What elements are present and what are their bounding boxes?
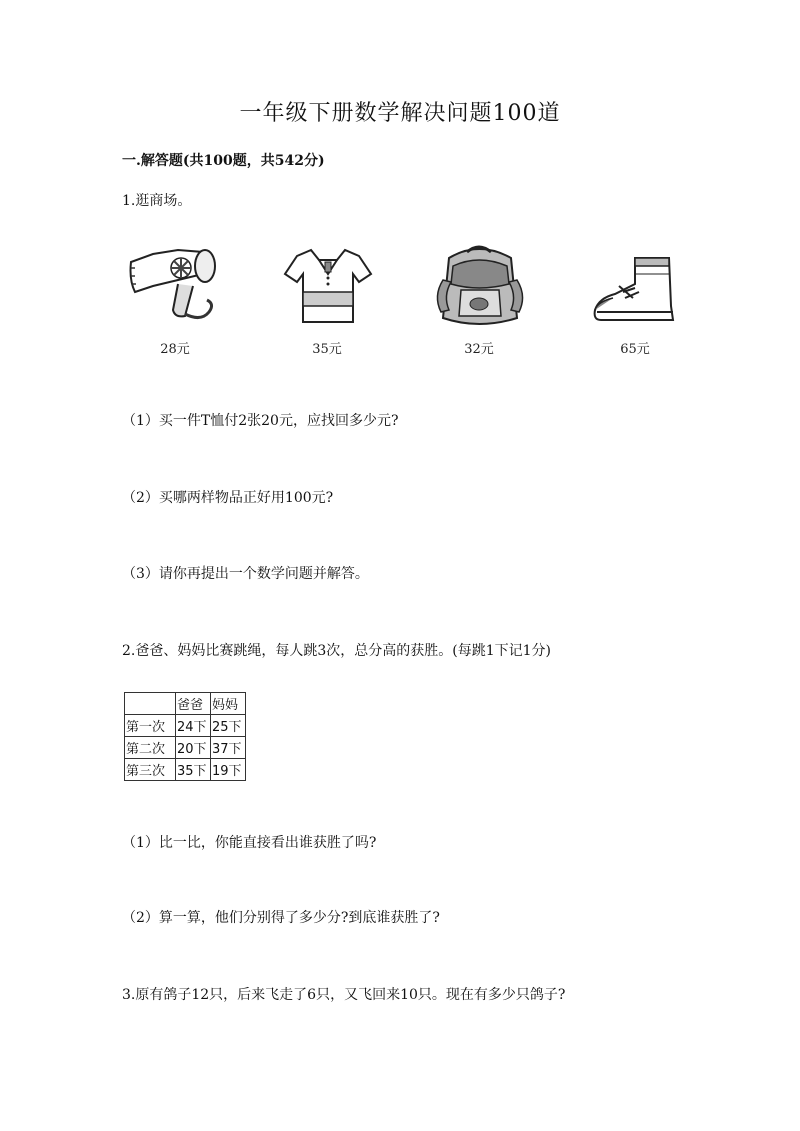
table-cell xyxy=(125,693,176,715)
table-cell: 24下 xyxy=(176,715,211,737)
table-cell: 37下 xyxy=(211,737,246,759)
question-1-part-2: （2）买哪两样物品正好用100元? xyxy=(122,490,334,506)
table-cell: 第二次 xyxy=(125,737,176,759)
table-row xyxy=(125,715,246,737)
question-3: 3.原有鸽子12只，后来飞走了6只，又飞回来10只。现在有多少只鸽子? xyxy=(122,987,566,1003)
question-2-part-2: （2）算一算，他们分别得了多少分?到底谁获胜了? xyxy=(122,910,440,926)
item-backpack xyxy=(424,240,534,365)
table-header-row xyxy=(125,693,246,715)
table-cell: 第一次 xyxy=(125,715,176,737)
section-heading: 一.解答题(共100题，共542分) xyxy=(122,153,325,169)
table-header-mom: 妈妈 xyxy=(211,693,246,715)
question-1-part-1: （1）买一件T恤付2张20元，应找回多少元? xyxy=(122,413,399,429)
question-1: 1.逛商场。 xyxy=(122,193,192,209)
page-title: 一年级下册数学解决问题100道 xyxy=(239,101,561,126)
boot-icon xyxy=(583,240,688,332)
backpack-icon xyxy=(427,240,532,332)
table-cell: 20下 xyxy=(176,737,211,759)
item-hair-dryer xyxy=(120,240,230,365)
table-header-dad: 爸爸 xyxy=(176,693,211,715)
price-label: 65元 xyxy=(620,342,650,357)
table-row xyxy=(125,737,246,759)
price-label: 35元 xyxy=(312,342,342,357)
table-cell: 第三次 xyxy=(125,759,176,781)
table-cell: 25下 xyxy=(211,715,246,737)
item-boot xyxy=(580,240,690,365)
jump-rope-score-table xyxy=(124,692,246,781)
t-shirt-icon xyxy=(275,240,380,332)
hair-dryer-icon xyxy=(123,240,228,332)
price-label: 28元 xyxy=(160,342,190,357)
question-2-part-1: （1）比一比，你能直接看出谁获胜了吗? xyxy=(122,835,377,851)
item-t-shirt xyxy=(272,240,382,365)
question-1-part-3: （3）请你再提出一个数学问题并解答。 xyxy=(122,566,369,582)
table-cell: 35下 xyxy=(176,759,211,781)
question-2: 2.爸爸、妈妈比赛跳绳，每人跳3次，总分高的获胜。(每跳1下记1分) xyxy=(122,643,552,659)
price-label: 32元 xyxy=(464,342,494,357)
shopping-items xyxy=(120,240,690,365)
table-cell: 19下 xyxy=(211,759,246,781)
table-row xyxy=(125,759,246,781)
